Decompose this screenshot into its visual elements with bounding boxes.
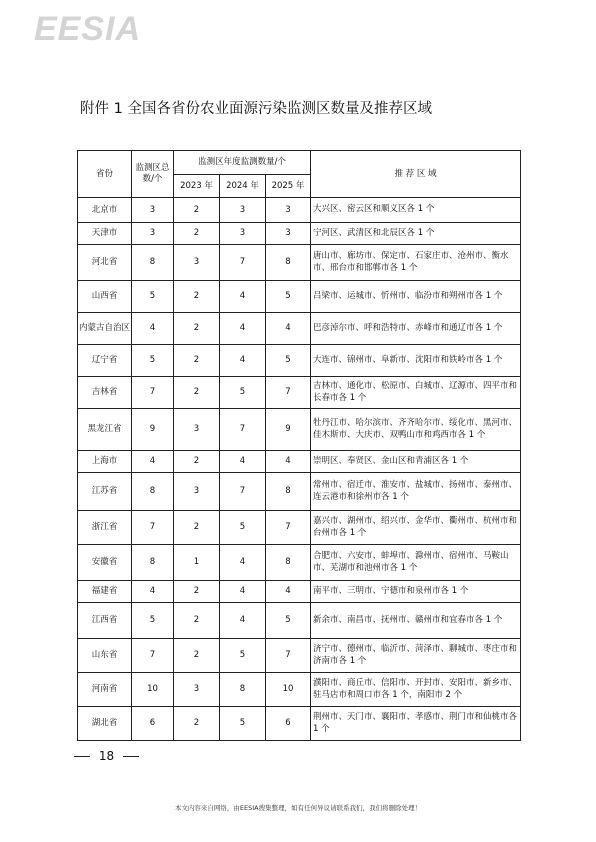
cell-2023: 3: [174, 673, 220, 707]
cell-total: 6: [132, 707, 174, 741]
cell-province: 湖北省: [78, 707, 132, 741]
cell-province: 天津市: [78, 223, 132, 245]
cell-2023: 2: [174, 707, 220, 741]
cell-2025: 7: [266, 377, 311, 409]
footer-note: 本文内容来自网络，由EESIA搜集整理，如有任何异议请联系我们，我们将删除处理！: [174, 804, 422, 812]
cell-2024: 4: [220, 603, 266, 639]
table-row: [78, 377, 521, 409]
cell-2024: 3: [220, 198, 266, 223]
cell-2025: 10: [266, 673, 311, 707]
header-2024: 2024 年: [220, 175, 266, 198]
table-row: [78, 451, 521, 473]
table-row: [78, 639, 521, 673]
cell-province: 安徽省: [78, 545, 132, 581]
cell-total: 8: [132, 245, 174, 281]
header-province: 省份: [78, 151, 132, 198]
cell-region: 吉林市、通化市、松原市、白城市、辽源市、四平市和长春市各 1 个: [311, 377, 521, 409]
cell-2025: 6: [266, 707, 311, 741]
cell-region: 济宁市、德州市、临沂市、菏泽市、聊城市、枣庄市和济南市各 1 个: [311, 639, 521, 673]
cell-province: 辽宁省: [78, 345, 132, 377]
cell-2025: 4: [266, 313, 311, 345]
header-2025: 2025 年: [266, 175, 311, 198]
cell-2023: 3: [174, 473, 220, 511]
cell-total: 8: [132, 545, 174, 581]
cell-2023: 2: [174, 511, 220, 545]
cell-region: 崇明区、奉贤区、金山区和青浦区各 1 个: [311, 451, 521, 473]
cell-province: 内蒙古自治区: [78, 313, 132, 345]
cell-2024: 3: [220, 223, 266, 245]
cell-total: 9: [132, 409, 174, 451]
table-row: [78, 511, 521, 545]
cell-province: 上海市: [78, 451, 132, 473]
cell-2024: 4: [220, 581, 266, 603]
cell-2024: 5: [220, 639, 266, 673]
page-title: 附件 1 全国各省份农业面源污染监测区数量及推荐区域: [80, 101, 432, 117]
cell-total: 5: [132, 603, 174, 639]
cell-province: 黑龙江省: [78, 409, 132, 451]
table-row: [78, 603, 521, 639]
cell-2025: 5: [266, 603, 311, 639]
cell-region: 嘉兴市、湖州市、绍兴市、金华市、衢州市、杭州市和台州市各 1 个: [311, 511, 521, 545]
cell-total: 4: [132, 451, 174, 473]
cell-region: 吕梁市、运城市、忻州市、临汾市和朔州市各 1 个: [311, 281, 521, 313]
table-row: [78, 345, 521, 377]
cell-2023: 2: [174, 581, 220, 603]
cell-2024: 4: [220, 313, 266, 345]
table-row: [78, 581, 521, 603]
footer-dash-left: [74, 756, 90, 757]
cell-total: 10: [132, 673, 174, 707]
cell-region: 唐山市、廊坊市、保定市、石家庄市、沧州市、衡水市、邢台市和邯郸市各 1 个: [311, 245, 521, 281]
table-row: [78, 707, 521, 741]
cell-2023: 2: [174, 451, 220, 473]
cell-total: 5: [132, 281, 174, 313]
cell-total: 3: [132, 198, 174, 223]
monitoring-table: [77, 150, 521, 741]
header-2023: 2023 年: [174, 175, 220, 198]
cell-region: 大兴区、密云区和顺义区各 1 个: [311, 198, 521, 223]
table-row: [78, 281, 521, 313]
header-total: 监测区总数/个: [132, 151, 174, 198]
cell-2024: 5: [220, 511, 266, 545]
cell-2025: 8: [266, 473, 311, 511]
cell-2024: 7: [220, 245, 266, 281]
page-number: 18: [98, 749, 115, 763]
cell-region: 大连市、锦州市、阜新市、沈阳市和铁岭市各 1 个: [311, 345, 521, 377]
cell-total: 5: [132, 345, 174, 377]
table-body: [78, 198, 521, 741]
cell-province: 江西省: [78, 603, 132, 639]
table-row: [78, 313, 521, 345]
cell-2025: 7: [266, 511, 311, 545]
cell-2025: 8: [266, 245, 311, 281]
cell-province: 河南省: [78, 673, 132, 707]
cell-2025: 5: [266, 345, 311, 377]
table-row: [78, 473, 521, 511]
footer-dash-right: [123, 756, 139, 757]
cell-2025: 4: [266, 581, 311, 603]
cell-province: 北京市: [78, 198, 132, 223]
cell-region: 巴彦淖尔市、呼和浩特市、赤峰市和通辽市各 1 个: [311, 313, 521, 345]
cell-province: 吉林省: [78, 377, 132, 409]
table-row: [78, 223, 521, 245]
cell-2024: 7: [220, 409, 266, 451]
cell-2025: 3: [266, 198, 311, 223]
cell-region: 常州市、宿迁市、淮安市、盐城市、扬州市、泰州市、连云港市和徐州市各 1 个: [311, 473, 521, 511]
cell-2024: 4: [220, 281, 266, 313]
cell-2023: 2: [174, 377, 220, 409]
eesia-logo: EESIA: [34, 10, 142, 48]
cell-2024: 4: [220, 545, 266, 581]
cell-province: 河北省: [78, 245, 132, 281]
cell-2024: 7: [220, 473, 266, 511]
cell-region: 合肥市、六安市、蚌埠市、滁州市、宿州市、马鞍山市、芜湖市和池州市各 1 个: [311, 545, 521, 581]
cell-2025: 5: [266, 281, 311, 313]
header-region: 推 荐 区 域: [311, 151, 521, 198]
cell-total: 8: [132, 473, 174, 511]
cell-2023: 1: [174, 545, 220, 581]
table-row: [78, 245, 521, 281]
cell-total: 4: [132, 313, 174, 345]
cell-province: 山西省: [78, 281, 132, 313]
cell-region: 宁河区、武清区和北辰区各 1 个: [311, 223, 521, 245]
cell-2023: 2: [174, 345, 220, 377]
cell-2025: 8: [266, 545, 311, 581]
cell-2024: 5: [220, 377, 266, 409]
cell-2024: 4: [220, 345, 266, 377]
cell-2023: 2: [174, 281, 220, 313]
cell-2024: 8: [220, 673, 266, 707]
cell-2023: 2: [174, 223, 220, 245]
cell-province: 江苏省: [78, 473, 132, 511]
cell-2023: 2: [174, 198, 220, 223]
cell-province: 浙江省: [78, 511, 132, 545]
cell-2023: 3: [174, 245, 220, 281]
cell-2025: 7: [266, 639, 311, 673]
cell-2023: 2: [174, 603, 220, 639]
header-annual: 监测区年度监测数量/个: [174, 151, 311, 175]
cell-total: 7: [132, 377, 174, 409]
cell-2025: 3: [266, 223, 311, 245]
cell-total: 7: [132, 511, 174, 545]
cell-region: 荆州市、天门市、襄阳市、孝感市、荆门市和仙桃市各 1 个: [311, 707, 521, 741]
table-row: [78, 673, 521, 707]
cell-region: 南平市、三明市、宁德市和泉州市各 1 个: [311, 581, 521, 603]
cell-total: 4: [132, 581, 174, 603]
table-row: [78, 409, 521, 451]
cell-2024: 5: [220, 707, 266, 741]
cell-total: 3: [132, 223, 174, 245]
cell-region: 濮阳市、商丘市、信阳市、开封市、安阳市、新乡市、驻马店市和周口市各 1 个，南阳市 2 个: [311, 673, 521, 707]
cell-2024: 4: [220, 451, 266, 473]
cell-2023: 2: [174, 313, 220, 345]
cell-2025: 9: [266, 409, 311, 451]
cell-2023: 3: [174, 409, 220, 451]
cell-region: 新余市、南昌市、抚州市、赣州市和宜春市各 1 个: [311, 603, 521, 639]
cell-province: 福建省: [78, 581, 132, 603]
cell-region: 牡丹江市、哈尔滨市、齐齐哈尔市、绥化市、黑河市、佳木斯市、大庆市、双鸭山市和鸡西市各 1 个: [311, 409, 521, 451]
cell-province: 山东省: [78, 639, 132, 673]
page-number-footer: [74, 749, 139, 763]
table-row: [78, 545, 521, 581]
cell-2025: 4: [266, 451, 311, 473]
table-row: [78, 198, 521, 223]
cell-2023: 2: [174, 639, 220, 673]
cell-total: 7: [132, 639, 174, 673]
